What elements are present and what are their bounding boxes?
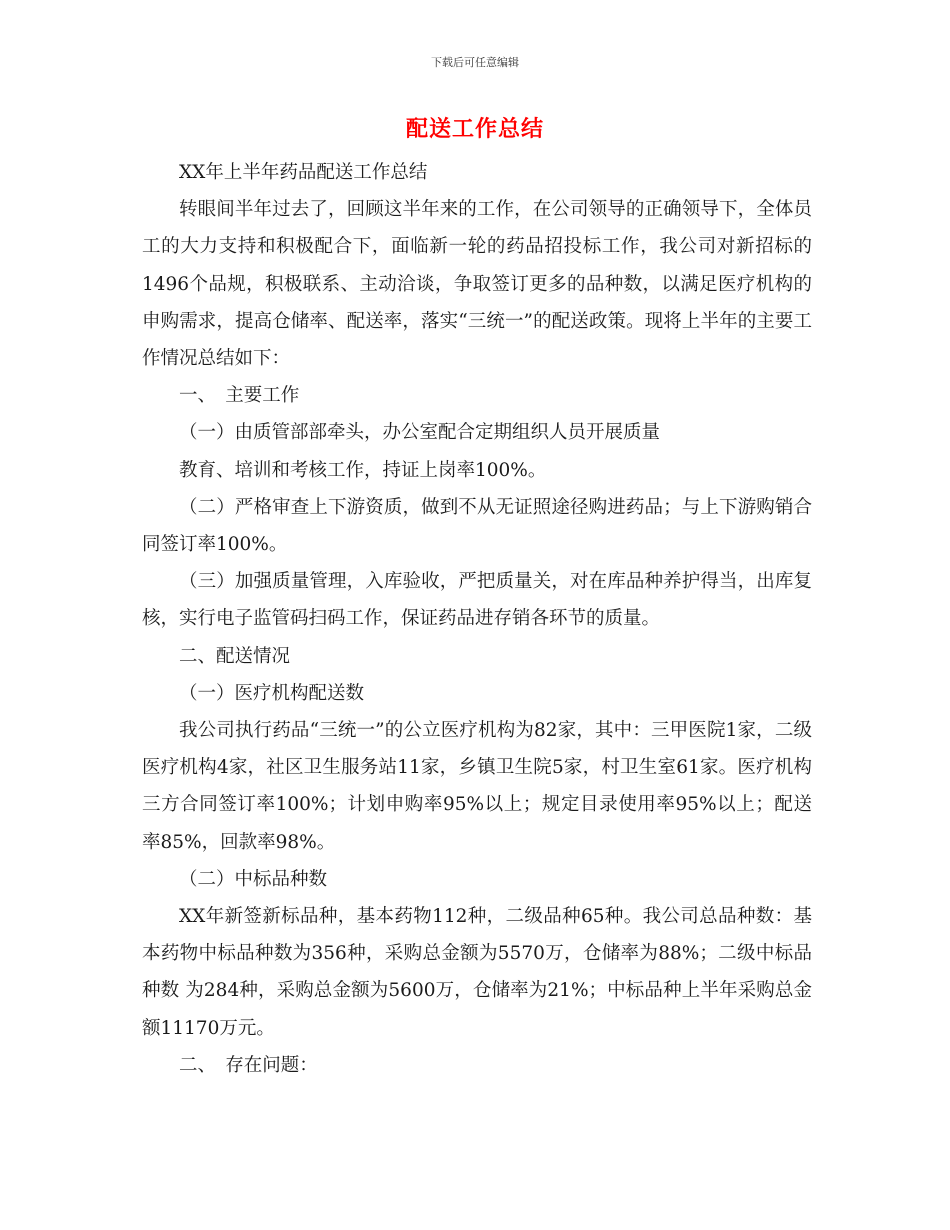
section-heading-delivery: 二、配送情况	[179, 645, 291, 667]
institutions-paragraph: 我公司执行药品“三统一”的公立医疗机构为82家，其中：三甲医院1家，二级医疗机构4家，社区卫生服务站11家，乡镇卫生院5家，村卫生室61家。医疗机构三方合同签订率100%；计划申购率95%以上；规定目录使用率95%以上；配送率85%，回款率98%。	[142, 720, 812, 853]
intro-paragraph: 转眼间半年过去了，回顾这半年来的工作，在公司领导的正确领导下，全体员工的大力支持和积极配合下，面临新一轮的药品招投标工作，我公司对新招标的 1496个品规，积极联系、主动洽谈，争取签订更多的品种数，以满足医疗机构的申购需求，提高仓储率、配送率，落实“三统一”的配送政策。现将上半年的主要工作情况总结如下：	[142, 199, 812, 370]
header-note: 下载后可任意编辑	[431, 56, 519, 69]
subtitle-paragraph: XX年上半年药品配送工作总结	[179, 162, 428, 183]
section-heading-main-work: 一、 主要工作	[179, 385, 300, 407]
subheading-bid-varieties: （二）中标品种数	[179, 868, 328, 890]
document-title: 配送工作总结	[405, 117, 544, 142]
item-1-line-1: （一）由质管部部牵头，办公室配合定期组织人员开展质量	[179, 422, 661, 444]
item-2-paragraph: （二）严格审查上下游资质，做到不从无证照途径购进药品；与上下游购销合同签订率100%。	[142, 496, 812, 556]
item-1-line-2: 教育、培训和考核工作，持证上岗率100%。	[179, 459, 547, 481]
subheading-institutions: （一）医疗机构配送数	[179, 682, 365, 704]
bid-varieties-paragraph: XX年新签新标品种，基本药物112种，二级品种65种。我公司总品种数：基本药物中标品种数为356种，采购总金额为5570万，仓储率为88%；二级中标品种数 为284种，采购总金额为5600万，仓储率为21%；中标品种上半年采购总金额11170万元。	[142, 906, 812, 1039]
item-3-paragraph: （三）加强质量管理，入库验收，严把质量关，对在库品种养护得当，出库复核，实行电子监管码扫码工作，保证药品进存销各环节的质量。	[142, 571, 812, 630]
document-body	[142, 154, 812, 1084]
section-heading-problems: 二、 存在问题：	[179, 1054, 318, 1076]
